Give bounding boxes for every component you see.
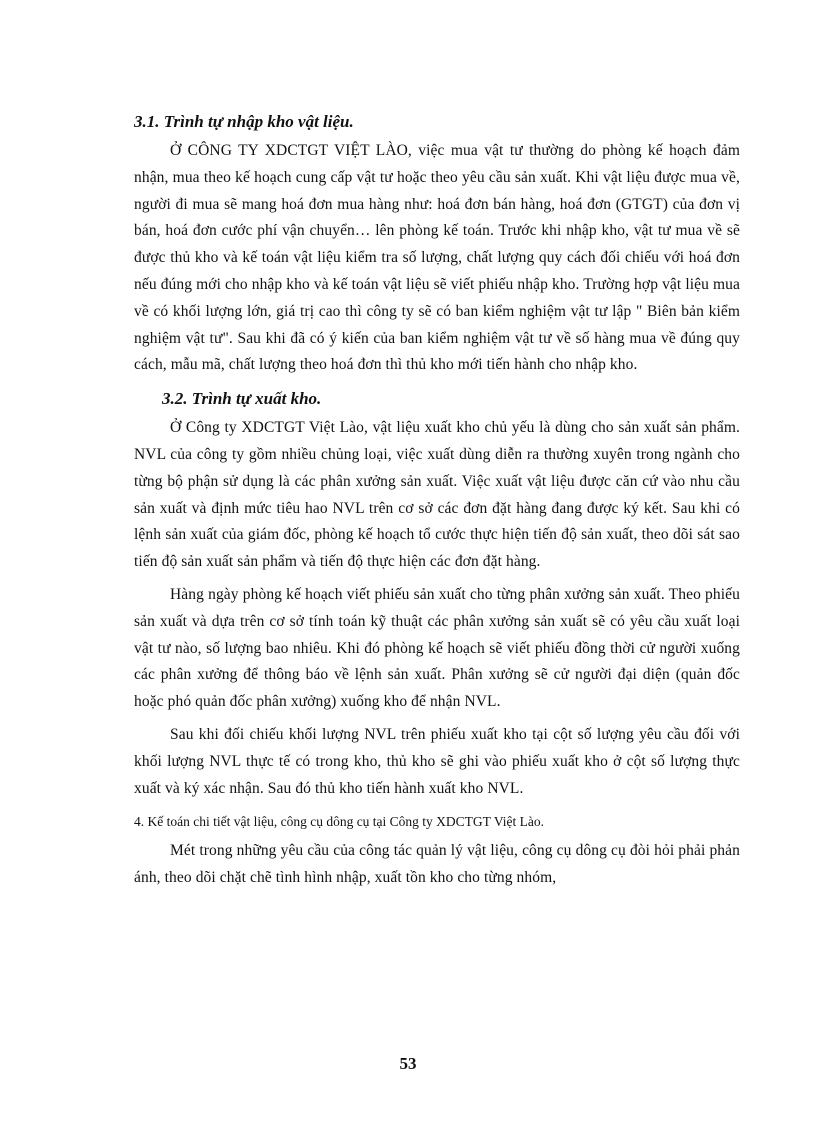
section-4-heading: 4. Kế toán chi tiết vật liệu, công cụ dông cụ tại Công ty XDCTGT Việt Lào. xyxy=(134,814,544,830)
section-3-2-paragraph-1: Ở Công ty XDCTGT Việt Lào, vật liệu xuất kho chủ yếu là dùng cho sản xuất sản phẩm. NVL của công ty gồm nhiều chủng loại, việc xuất dùng diễn ra thường xuyên trong ngành cho từng bộ phận sử dụng là các phân xưởng sản xuất. Việc xuất vật liệu được căn cứ vào nhu cầu sản xuất và định mức tiêu hao NVL trên cơ sở các đơn đặt hàng đang được ký kết. Sau khi có lệnh sản xuất của giám đốc, phòng kế hoạch tổ cước thực hiện tiến độ sản xuất, theo dõi sát sao tiến độ sản xuất sản phẩm và tiến độ thực hiện các đơn đặt hàng. xyxy=(134,419,740,571)
section-3-1-heading: 3.1. Trình tự nhập kho vật liệu. xyxy=(134,112,354,131)
page-number: 53 xyxy=(399,1054,417,1073)
page-content xyxy=(134,108,740,898)
section-3-2-paragraph-2: Hàng ngày phòng kế hoạch viết phiếu sản xuất cho từng phân xưởng sản xuất. Theo phiếu sản xuất và dựa trên cơ sở tính toán kỹ thuật các phân xưởng sản xuất sẽ có yêu cầu xuất loại vật tư nào, số lượng bao nhiêu. Khi đó phòng kế hoạch sẽ viết phiếu đồng thời cử người xuống các phân xưởng để thông báo về lệnh sản xuất. Phân xưởng sẽ cử người đại diện (quản đốc hoặc phó quản đốc phân xưởng) xuống kho để nhận NVL. xyxy=(134,585,740,711)
section-3-2-paragraph-3: Sau khi đối chiếu khối lượng NVL trên phiếu xuất kho tại cột số lượng yêu cầu đối với khối lượng NVL thực tế có trong kho, thủ kho sẽ ghi vào phiếu xuất kho ở cột số lượng thực xuất và ký xác nhận. Sau đó thủ kho tiến hành xuất kho NVL. xyxy=(134,725,740,797)
section-3-2-heading: 3.2. Trình tự xuất kho. xyxy=(162,389,322,409)
section-3-1-paragraph: Ở CÔNG TY XDCTGT VIỆT LÀO, việc mua vật tư thường do phòng kế hoạch đảm nhận, mua theo kế hoạch cung cấp vật tư hoặc theo yêu cầu sản xuất. Khi vật liệu được mua về, người đi mua sẽ mang hoá đơn mua hàng như: hoá đơn bán hàng, hoá đơn (GTGT) của đơn vị bán, hoá đơn cước phí vận chuyển… lên phòng kế toán. Trước khi nhập kho, vật tư mua về sẽ được thủ kho và kế toán vật liệu kiểm tra số lượng, chất lượng quy cách đối chiếu với hoá đơn nếu đúng mới cho nhập kho và kế toán vật liệu sẽ viết phiếu nhập kho. Trường hợp vật liệu mua về có khối lượng lớn, giá trị cao thì công ty sẽ có ban kiểm nghiệm vật tư lập " Biên bản kiểm nghiệm vật tư". Sau khi đã có ý kiến của ban kiểm nghiệm vật tư về số hàng mua về đúng quy cách, mẫu mã, chất lượng theo hoá đơn thì thủ kho mới tiến hành cho nhập kho. xyxy=(134,142,740,374)
section-4-paragraph: Mét trong những yêu cầu của công tác quản lý vật liệu, công cụ dông cụ đòi hỏi phải phản ánh, theo dõi chặt chẽ tình hình nhập, xuất tồn kho cho từng nhóm, xyxy=(134,842,740,887)
